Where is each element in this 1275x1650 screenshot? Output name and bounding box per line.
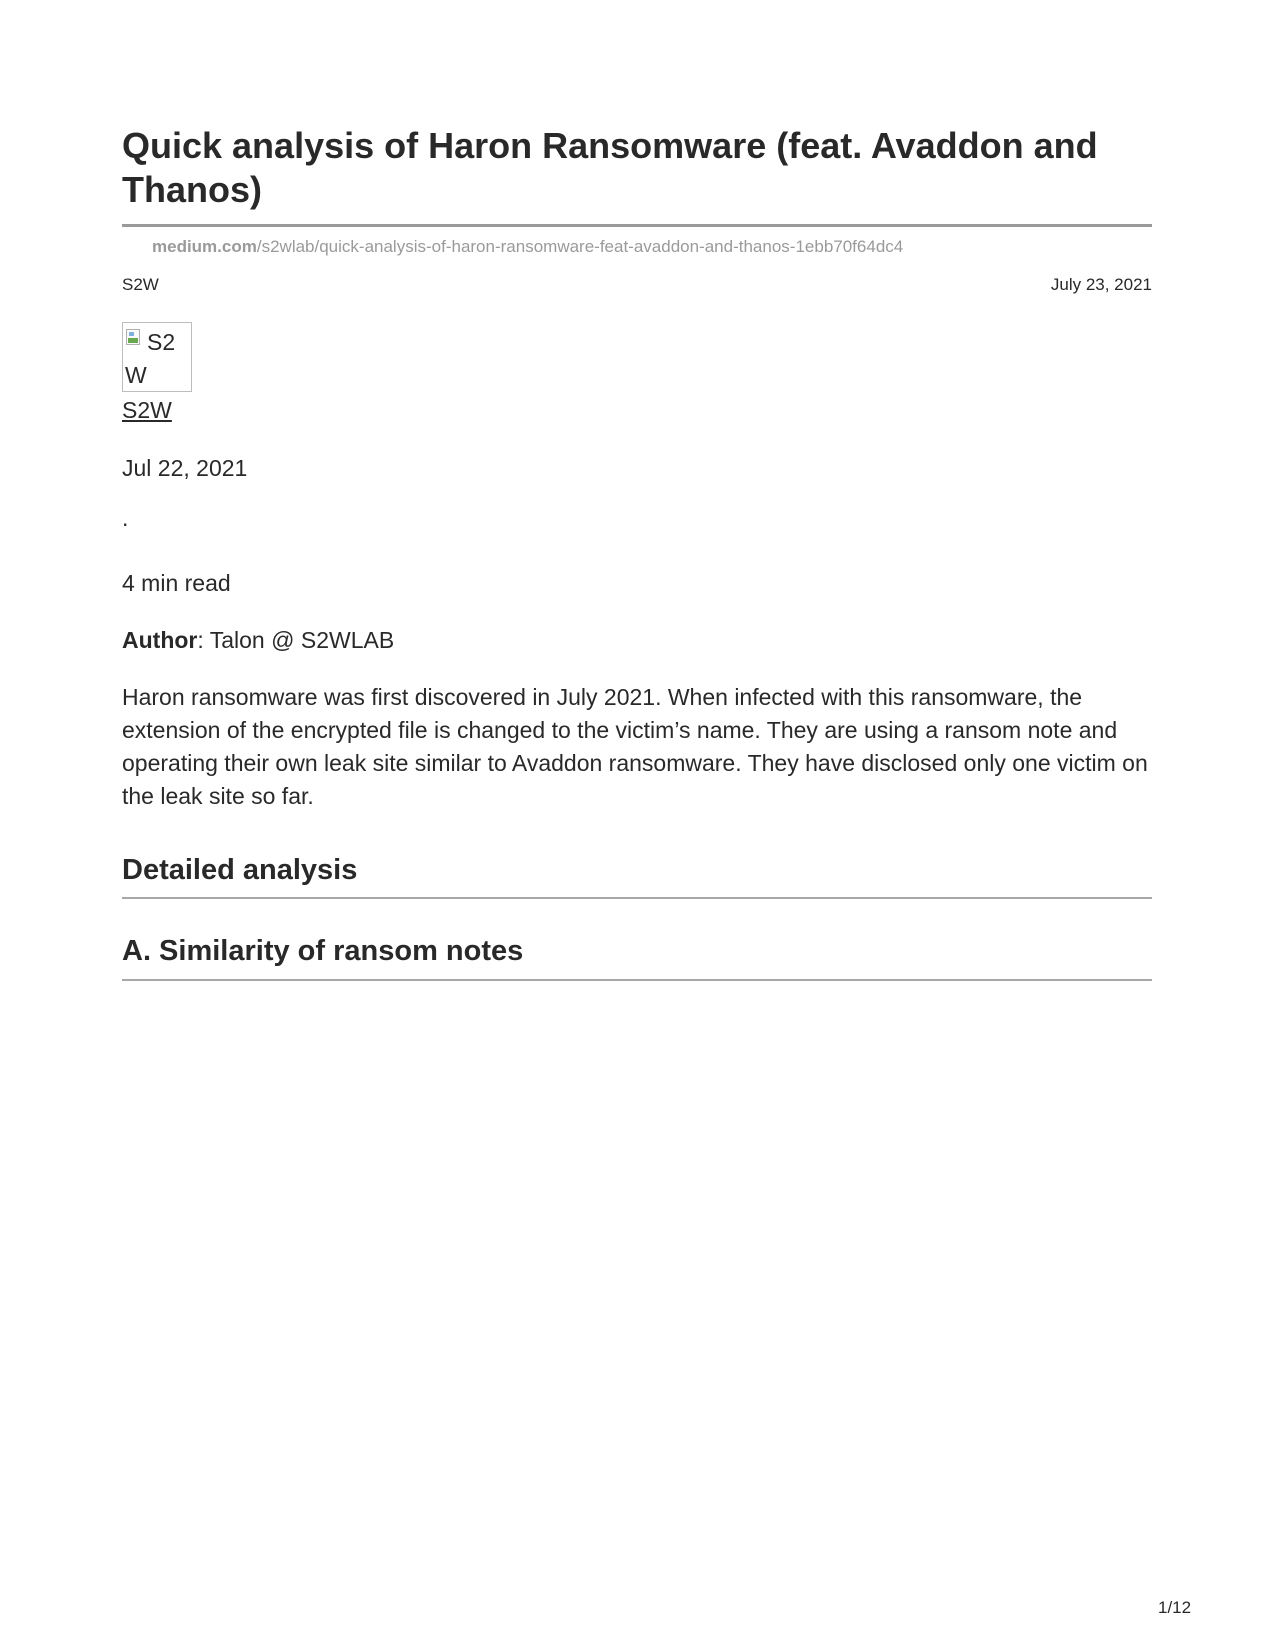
page-number: 1/12 <box>1158 1598 1192 1617</box>
heading-divider <box>122 979 1152 981</box>
read-time: 4 min read <box>122 570 231 596</box>
published-date: Jul 22, 2021 <box>122 455 248 481</box>
meta-separator: . <box>122 505 129 531</box>
heading-detailed-analysis: Detailed analysis <box>122 854 358 886</box>
source-path: /s2wlab/quick-analysis-of-haron-ransomware-feat-avaddon-and-thanos-1ebb70f64dc4 <box>256 237 904 256</box>
avatar[interactable] <box>122 322 192 392</box>
article-title: Quick analysis of Haron Ransomware (feat. Avaddon and Thanos) <box>122 125 1098 210</box>
intro-paragraph: Haron ransomware was first discovered in July 2021. When infected with this ransomware, the extension of the encrypted file is changed to the victim’s name. They are using a ransom note and operating their own leak site similar to Avaddon ransomware. They have disclosed only one victim on the leak site so far. <box>122 684 1148 809</box>
heading-similarity: A. Similarity of ransom notes <box>122 935 524 967</box>
source-url[interactable] <box>152 237 903 257</box>
heading-divider <box>122 897 1152 899</box>
author-line <box>122 624 394 657</box>
author-link[interactable]: S2W <box>122 397 172 423</box>
author-label: Author <box>122 627 198 653</box>
meta-saved-date: July 23, 2021 <box>1050 275 1152 294</box>
source-domain: medium.com <box>152 237 257 256</box>
avatar-alt-text: S2W <box>125 329 176 388</box>
meta-author: S2W <box>122 275 159 294</box>
title-divider <box>122 224 1152 227</box>
author-value: : Talon @ S2WLAB <box>197 627 395 653</box>
